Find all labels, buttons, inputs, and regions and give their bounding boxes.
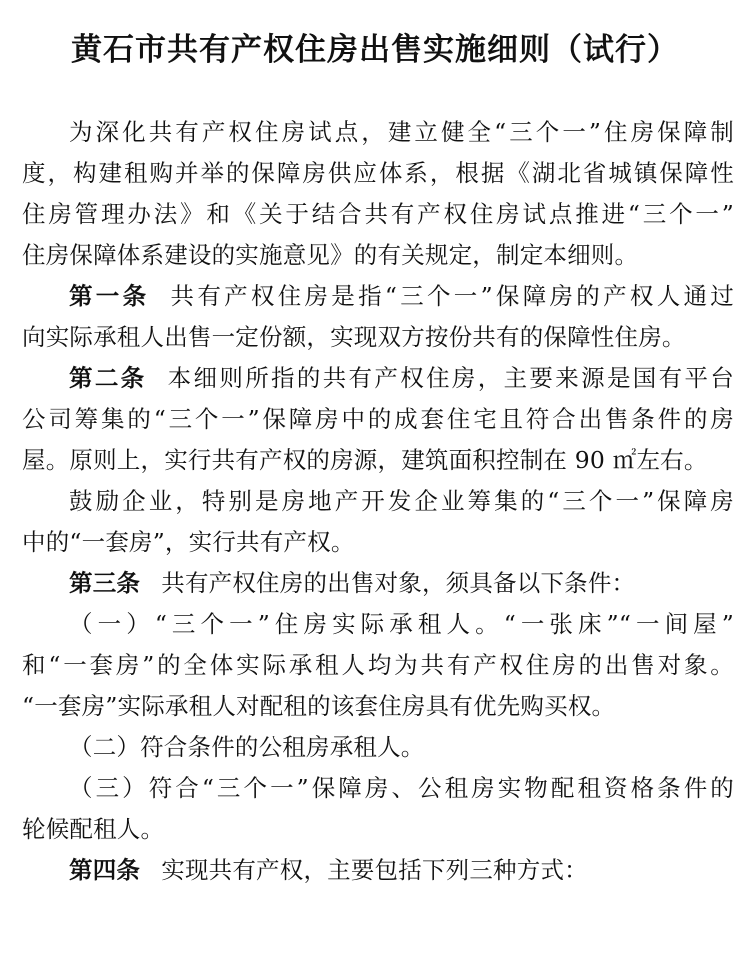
article-2-line-1 xyxy=(22,358,734,399)
article-2-extra-line-1: 鼓励企业，特别是房地产开发企业筹集的“三个一”保障房 xyxy=(69,487,734,515)
preamble-paragraph xyxy=(22,112,734,276)
article-4-line-1 xyxy=(22,850,734,891)
article-3-label: 第三条 xyxy=(69,569,141,597)
article-2-text-1: 本细则所指的共有产权住房，主要来源是国有平台 xyxy=(167,364,734,392)
article-3-item-1-line-2: 和“一套房”的全体实际承租人均为共有产权住房的出售对象。 xyxy=(22,651,734,679)
preamble-line-4: 住房保障体系建设的实施意见》的有关规定，制定本细则。 xyxy=(22,241,639,269)
article-2 xyxy=(22,358,734,563)
article-4-text-1: 实现共有产权，主要包括下列三种方式： xyxy=(161,856,588,884)
article-1 xyxy=(22,276,734,358)
article-3-item-3-line-2: 轮候配租人。 xyxy=(22,815,165,843)
article-3-item-3-line-1: （三）符合“三个一”保障房、公租房实物配租资格条件的 xyxy=(69,774,734,802)
article-1-label: 第一条 xyxy=(69,282,150,310)
article-1-text-1: 共有产权住房是指“三个一”保障房的产权人通过 xyxy=(170,282,734,310)
article-3-item-2-line-1: （二）符合条件的公租房承租人。 xyxy=(69,733,425,761)
document-title: 黄石市共有产权住房出售实施细则（试行） xyxy=(71,32,679,68)
preamble-line-1: 为深化共有产权住房试点，建立健全“三个一”住房保障制 xyxy=(69,118,734,146)
article-3-item-1-line-1: （一）“三个一”住房实际承租人。“一张床”“一间屋” xyxy=(69,610,734,638)
article-3-item-1-line-3: “一套房”实际承租人对配租的该套住房具有优先购买权。 xyxy=(22,692,616,720)
article-4-label: 第四条 xyxy=(69,856,141,884)
document-body xyxy=(22,112,734,891)
preamble-line-3: 住房管理办法》和《关于结合共有产权住房试点推进“三个一” xyxy=(22,200,734,228)
article-1-line-2: 向实际承租人出售一定份额，实现双方按份共有的保障性住房。 xyxy=(22,323,686,351)
article-2-extra-line-2: 中的“一套房”，实行共有产权。 xyxy=(22,528,355,556)
article-3-line-1 xyxy=(22,563,734,604)
article-2-label: 第二条 xyxy=(69,364,147,392)
article-3-text-1: 共有产权住房的出售对象，须具备以下条件： xyxy=(161,569,636,597)
article-1-line-1 xyxy=(22,276,734,317)
article-4 xyxy=(22,850,734,891)
article-2-line-2: 公司筹集的“三个一”保障房中的成套住宅且符合出售条件的房 xyxy=(22,405,734,433)
article-3 xyxy=(22,563,734,850)
article-2-line-3: 屋。原则上，实行共有产权的房源，建筑面积控制在 90 ㎡左右。 xyxy=(22,446,708,474)
preamble-line-2: 度，构建租购并举的保障房供应体系，根据《湖北省城镇保障性 xyxy=(22,159,734,187)
